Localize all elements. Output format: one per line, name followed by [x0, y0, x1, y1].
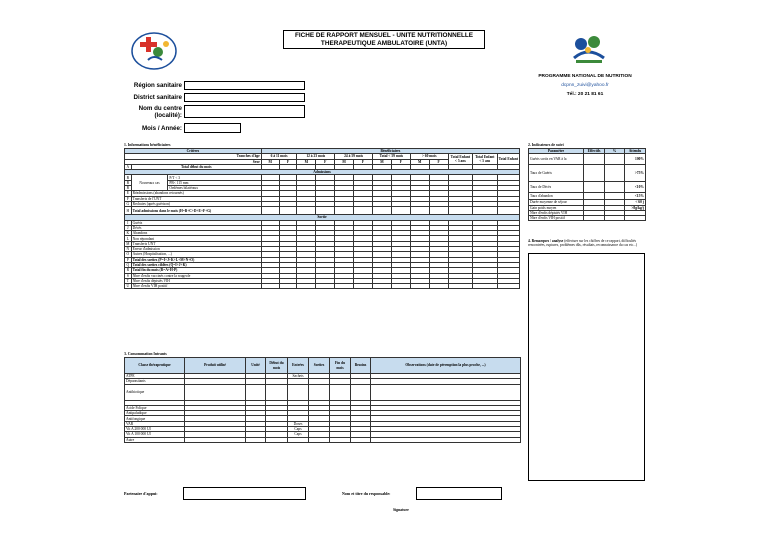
district-label: District sanitaire: [133, 94, 182, 101]
row-label: Nbre d'enfts VIH positif: [131, 284, 261, 289]
age-group-5: > 60 mois: [410, 154, 448, 159]
beneficiaries-table: [124, 148, 520, 289]
intrant-class: Autre: [125, 437, 185, 442]
header-tranches: Tranches d'âge: [125, 154, 262, 159]
ind-target: <15%: [625, 193, 646, 200]
row-code: P: [125, 257, 132, 262]
row-code: N: [125, 247, 132, 252]
data-cell[interactable]: [335, 207, 354, 215]
ind-target: <10%: [625, 182, 646, 193]
header-total-enfant: Total Enfant: [497, 154, 520, 165]
header-criteres: Critères: [125, 149, 262, 154]
row-label: Réadmissions (abandons retournés): [131, 191, 261, 196]
admission-rows: [125, 175, 520, 207]
age-group-3: 24 à 59 mois: [335, 154, 373, 159]
centre-field[interactable]: [184, 105, 305, 118]
intrant-cell[interactable]: [309, 384, 330, 400]
row-label: Erreur d'admission: [131, 247, 261, 252]
intr-col-besoins: Besoins: [351, 358, 371, 374]
intr-col-classe: Classe thérapeutique: [125, 358, 185, 374]
ind-target: [625, 216, 646, 221]
intrant-unit: Caps: [288, 432, 309, 437]
intrant-unit: [288, 437, 309, 442]
data-cell[interactable]: [279, 207, 297, 215]
row-code: E: [125, 191, 132, 196]
intrant-class: VAR: [125, 421, 185, 426]
row-code: T: [125, 278, 132, 283]
data-cell[interactable]: [473, 207, 497, 215]
row-label: Guéris: [131, 220, 261, 225]
data-cell[interactable]: [473, 284, 497, 289]
data-cell[interactable]: [497, 207, 520, 215]
row-code: K: [125, 231, 132, 236]
row-label: Rechutes (après guérison): [131, 201, 261, 206]
intrant-class: Antifongique: [125, 416, 185, 421]
data-cell[interactable]: [429, 207, 448, 215]
data-cell[interactable]: [316, 284, 335, 289]
responsible-field[interactable]: [416, 487, 502, 500]
row-code: J: [125, 225, 132, 230]
data-cell[interactable]: [410, 284, 429, 289]
row-label: Transferts UNT: [131, 241, 261, 246]
sex-m: M: [410, 159, 429, 164]
row-code: A: [125, 164, 132, 169]
ind-cell[interactable]: [605, 216, 625, 221]
month-label: Mois / Année:: [142, 125, 182, 132]
row-code: H: [125, 207, 132, 215]
intrant-debut[interactable]: [266, 384, 288, 400]
ind-cell[interactable]: [584, 193, 605, 200]
section4-title: 4. Remarques / analyse: [528, 239, 564, 243]
data-cell[interactable]: [497, 284, 520, 289]
intrant-unit-cell[interactable]: [246, 437, 266, 442]
row-label: Oedèmes bilatéraux: [168, 186, 261, 191]
data-cell[interactable]: [372, 207, 391, 215]
data-cell[interactable]: [261, 207, 279, 215]
data-cell[interactable]: [391, 284, 410, 289]
title-line-2: THERAPEUTIQUE AMBULATOIRE (UNTA): [320, 40, 448, 47]
remarks-box[interactable]: [528, 253, 645, 481]
data-cell[interactable]: [448, 207, 472, 215]
row-code: M: [126, 241, 130, 246]
row-label: Non répondant: [131, 236, 261, 241]
intrant-unit-cell[interactable]: [246, 384, 266, 400]
intr-col-fin: Fin du mois: [330, 358, 351, 374]
centre-label-line1: Nom du centre: [138, 105, 182, 112]
sex-m: M: [335, 159, 354, 164]
row-label: Total fin du mois (R=A+H-P): [131, 268, 261, 273]
sortie-row: [125, 284, 520, 289]
intrant-cell[interactable]: [309, 437, 330, 442]
age-group-1: 6 à 11 mois: [261, 154, 297, 159]
row-code: O: [125, 252, 132, 257]
intrant-product[interactable]: [185, 384, 246, 400]
intrant-class: Vit A 100 000 UI: [125, 432, 185, 437]
centre-label-line2: (localité):: [154, 112, 182, 119]
ind-cell[interactable]: [605, 193, 625, 200]
row-label: Total des sorties ciblées (Q=I+J+K): [131, 262, 261, 267]
ind-label: Nbre d'enfts dépistés VIH: [529, 210, 584, 215]
data-cell[interactable]: [429, 284, 448, 289]
row-code: I: [125, 220, 132, 225]
row-code: B: [125, 186, 132, 191]
intrant-unit: Doses: [288, 421, 309, 426]
intrant-unit: Caps: [288, 427, 309, 432]
row-label: Autres (Hospitalisation, ...): [131, 252, 261, 257]
row-label: Abandons: [131, 231, 261, 236]
data-cell[interactable]: [391, 207, 410, 215]
ind-label: Taux de Guéris: [529, 165, 584, 182]
row-total-debut: Total début du mois: [131, 164, 261, 169]
district-field[interactable]: [184, 93, 305, 102]
data-cell[interactable]: [372, 284, 391, 289]
nouveaux-cas-label: Nouveaux cas: [131, 175, 168, 191]
ind-target: < 60 j: [625, 200, 646, 205]
intrant-cell[interactable]: [330, 384, 351, 400]
data-cell[interactable]: [410, 207, 429, 215]
data-cell[interactable]: [448, 284, 472, 289]
ind-col-percent: %: [605, 149, 625, 154]
sex-f: F: [316, 159, 335, 164]
row-label: P/T < 3: [168, 175, 261, 180]
sex-f: F: [391, 159, 410, 164]
ind-col-attendu: Attendu: [625, 149, 646, 154]
title-line-1: FICHE DE RAPPORT MENSUEL - UNITE NUTRITIONNELLE: [294, 32, 474, 39]
region-field[interactable]: [184, 81, 305, 90]
ind-cell[interactable]: [584, 216, 605, 221]
intrant-class: Antibiotique: [125, 384, 185, 400]
intrant-rows: [125, 374, 521, 443]
sex-f: F: [429, 159, 448, 164]
program-block: [520, 72, 650, 99]
intrants-table: [124, 357, 521, 443]
section1-title: 1. Informations bénéficiaires: [124, 143, 171, 147]
ind-label: Guéris sortis en VAR à la: [529, 154, 584, 165]
sortie-rows: [125, 220, 520, 289]
intrant-class: Acide Folique: [125, 405, 185, 410]
data-cell[interactable]: [316, 207, 335, 215]
sex-f: F: [279, 159, 297, 164]
row-code: R: [125, 268, 132, 273]
pnn-logo-icon: [568, 32, 610, 66]
data-cell[interactable]: [297, 207, 316, 215]
row-label: Nbre d'enfts dépistés VIH: [131, 278, 261, 283]
row-code: Q: [125, 262, 132, 267]
ind-label: Taux de Décès: [529, 182, 584, 193]
ind-label: Gain poids moyen: [529, 205, 584, 210]
row-label: Total des sorties (P=I+J+K+L+M+N+O): [131, 257, 261, 262]
intrant-unit: Sachets: [288, 374, 309, 379]
partner-label: Partenaire d'appui:: [124, 491, 158, 496]
ind-col-effectifs: Effectifs: [584, 149, 605, 154]
header-total-m: Total Enfant < 5 ans: [448, 154, 472, 165]
intrant-row: [125, 384, 521, 400]
indicators-table: [528, 148, 646, 221]
row-code: L: [125, 236, 132, 241]
header-sorties: Sortie: [125, 215, 520, 220]
ind-label: Taux d'abandon: [529, 193, 584, 200]
region-label: Région sanitaire: [133, 82, 182, 89]
ind-cell[interactable]: [584, 182, 605, 193]
section2-title: 2. Indicateurs de suivi: [528, 143, 564, 147]
data-cell[interactable]: [335, 284, 354, 289]
row-label: Décès: [131, 225, 261, 230]
program-name: PROGRAMME NATIONAL DE NUTRITION: [538, 74, 632, 79]
intr-col-entrees: Entrées: [288, 358, 309, 374]
header-admissions: Admissions: [125, 170, 520, 175]
ind-cell[interactable]: [605, 182, 625, 193]
age-group-4: Total < 59 mois: [372, 154, 410, 159]
ind-col-param: Paramètre: [529, 149, 584, 154]
intrant-product[interactable]: [185, 437, 246, 442]
ind-cell[interactable]: [584, 154, 605, 165]
intr-col-unite: Unité: [246, 358, 266, 374]
intrant-cell[interactable]: [371, 437, 521, 442]
intrant-row: [125, 437, 521, 442]
sex-f: F: [354, 159, 373, 164]
intrant-cell[interactable]: [351, 384, 371, 400]
remarks-heading: [528, 239, 645, 248]
intrant-cell[interactable]: [330, 437, 351, 442]
intr-col-observations: Observations (date de péremption la plus proche, ...): [371, 358, 521, 374]
data-cell[interactable]: [354, 207, 373, 215]
row-total-admissions: Total admissions dans le mois (H=B+C+D+E+F+G): [131, 207, 261, 215]
row-code: B: [125, 175, 132, 180]
intrant-debut[interactable]: [266, 437, 288, 442]
responsible-label: Nom et titre du responsable:: [342, 491, 391, 496]
program-email[interactable]: dcpnn_zuivi@yahoo.fr: [561, 83, 609, 88]
ind-target: >75%: [625, 165, 646, 182]
data-cell[interactable]: [354, 284, 373, 289]
intrant-cell[interactable]: [371, 384, 521, 400]
header-total-f: Total Enfant < 5 ans: [473, 154, 497, 165]
month-field[interactable]: [184, 123, 241, 133]
data-cell[interactable]: [279, 284, 297, 289]
ind-label: Nbre d'enfts VIH positif: [529, 216, 584, 221]
data-cell[interactable]: [297, 284, 316, 289]
ind-label: Durée moyenne de séjour: [529, 200, 584, 205]
ind-target: >8g/kg/j: [625, 205, 646, 210]
intrant-cell[interactable]: [351, 437, 371, 442]
program-phone: Tél.: 20 21 81 61: [566, 92, 604, 97]
age-group-2: 12 à 23 mois: [297, 154, 335, 159]
row-label: Nbre d'enfts vaccinés contre la rougeole: [131, 273, 261, 278]
row-label: PB< 115 mm: [168, 180, 261, 185]
partner-field[interactable]: [183, 487, 306, 500]
row-label: Transferts de l'UNT: [131, 196, 261, 201]
intrant-class: Vit A 200 000 UI: [125, 427, 185, 432]
section4-note: (effectuer sur les chiffres de ce rapport, difficultés rencontrées, ruptures, problèmes dûs, résultats, reconnaissance du cas etc...): [528, 239, 638, 248]
form-title: [283, 30, 485, 49]
centre-label: [100, 105, 182, 119]
row-code: B: [125, 180, 132, 185]
ind-cell[interactable]: [584, 165, 605, 182]
section3-title: 3. Consommation Intrants: [124, 352, 167, 356]
intrant-class: Antipaludique: [125, 411, 185, 416]
ministry-logo-icon: [128, 30, 180, 72]
data-cell[interactable]: [261, 284, 279, 289]
intrant-class: Déparasitants: [125, 379, 185, 384]
ind-cell[interactable]: [605, 165, 625, 182]
signature-label: Signature: [393, 508, 409, 512]
row-code: G: [125, 201, 132, 206]
header-sexe: Sexe: [125, 159, 262, 164]
row-code: S: [125, 273, 132, 278]
row-code: F: [125, 196, 132, 201]
intrant-class: ATPE: [125, 374, 185, 379]
ind-target: 100%: [625, 154, 646, 165]
header-beneficiaires: Bénéficiaires: [261, 149, 519, 154]
intr-col-sorties: Sorties: [309, 358, 330, 374]
row-code: U: [125, 284, 132, 289]
intr-col-produit: Produit utilisé: [185, 358, 246, 374]
sex-m: M: [261, 159, 279, 164]
intr-col-debut: Début du mois: [266, 358, 288, 374]
ind-cell[interactable]: [605, 154, 625, 165]
intrant-unit: [288, 384, 309, 400]
sex-m: M: [297, 159, 316, 164]
sex-m: M: [372, 159, 391, 164]
